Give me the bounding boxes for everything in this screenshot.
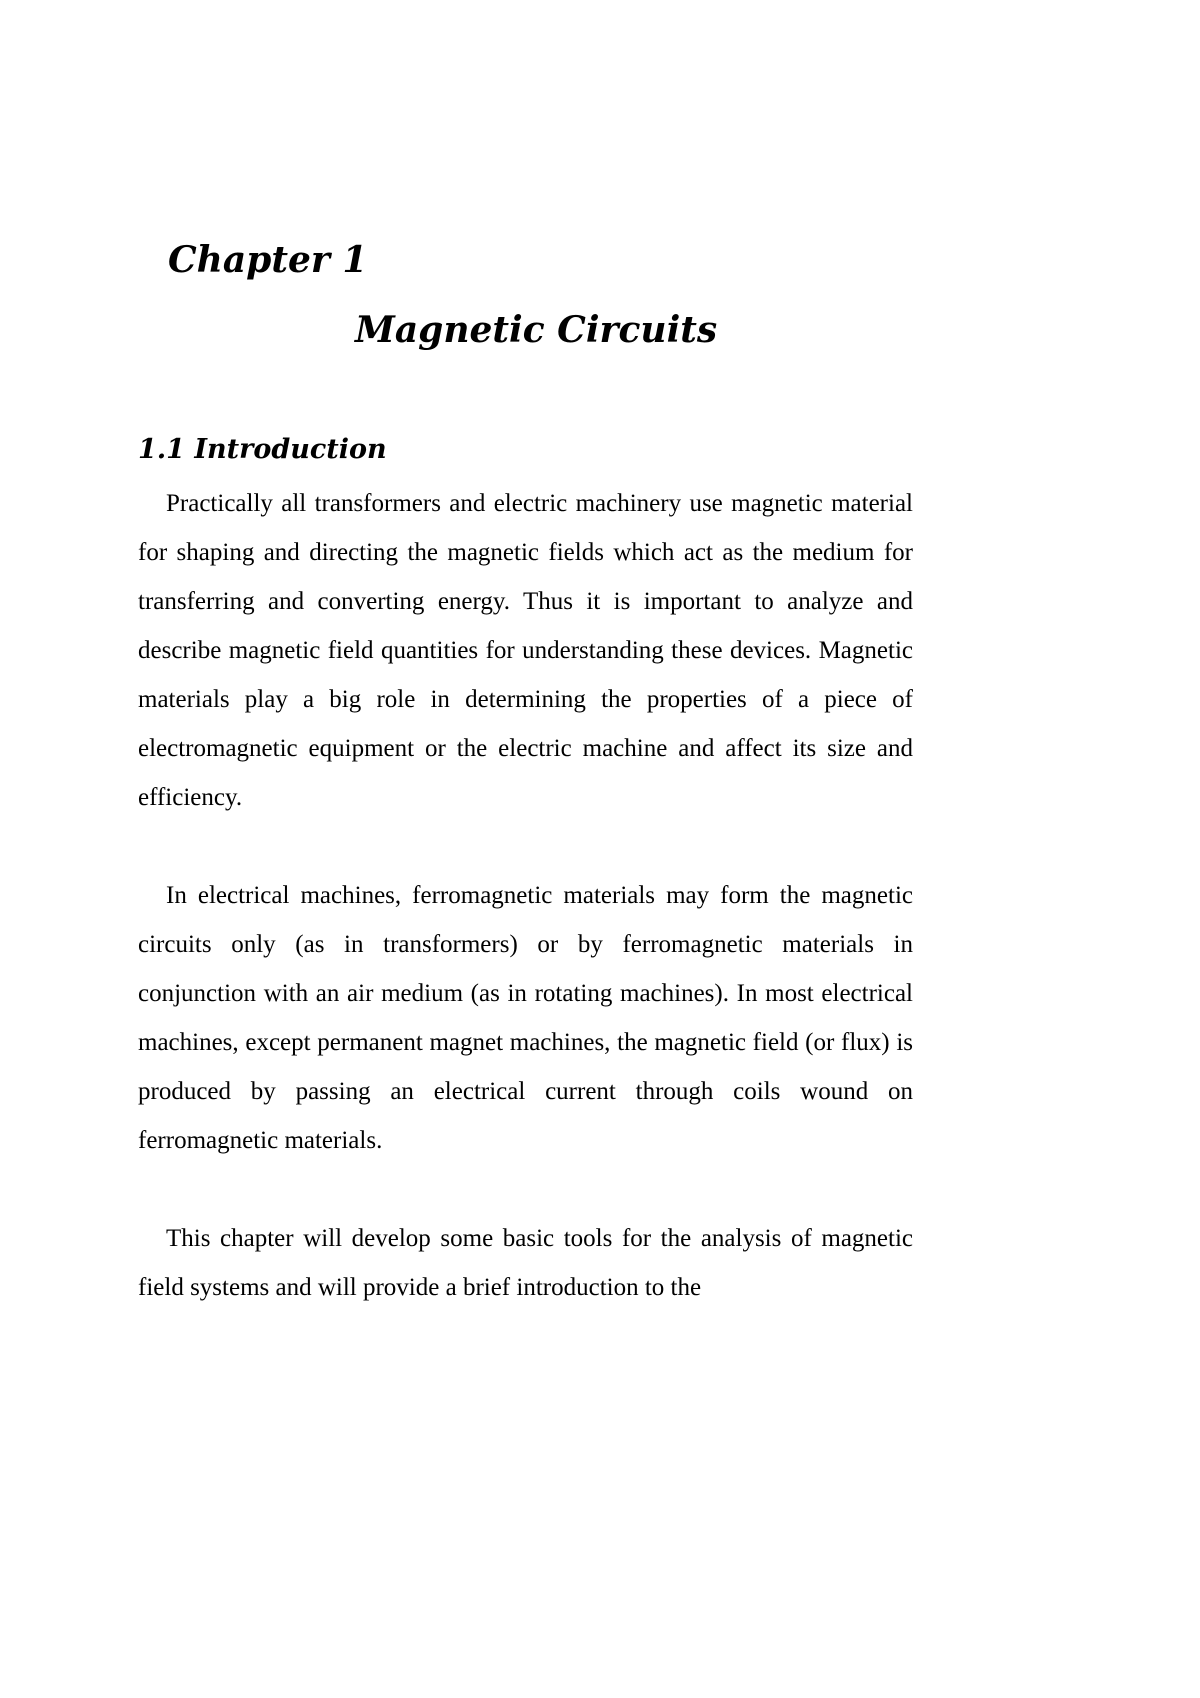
chapter-title: Magnetic Circuits bbox=[355, 309, 718, 351]
body-paragraph: This chapter will develop some basic tools for the analysis of magnetic field systems and will provide a brief introduction to the bbox=[138, 1225, 913, 1301]
chapter-number: Chapter 1 bbox=[168, 239, 368, 281]
body-paragraph: Practically all transformers and electric machinery use magnetic material for shaping and directing the magnetic fields which act as the medium for transferring and converting energy. Thus it is important to analyze and describe magnetic field quantities for understanding these devices. Magnetic materials play a big role in determining the properties of a piece of electromagnetic equipment or the electric machine and affect its size and efficiency. bbox=[138, 490, 913, 811]
body-paragraph: In electrical machines, ferromagnetic materials may form the magnetic circuits only (as in transformers) or by ferromagnetic materials in conjunction with an air medium (as in rotating machines). In most electrical machines, except permanent magnet machines, the magnetic field (or flux) is produced by passing an electrical current through coils wound on ferromagnetic materials. bbox=[138, 882, 913, 1154]
section-heading: 1.1 Introduction bbox=[138, 434, 387, 465]
